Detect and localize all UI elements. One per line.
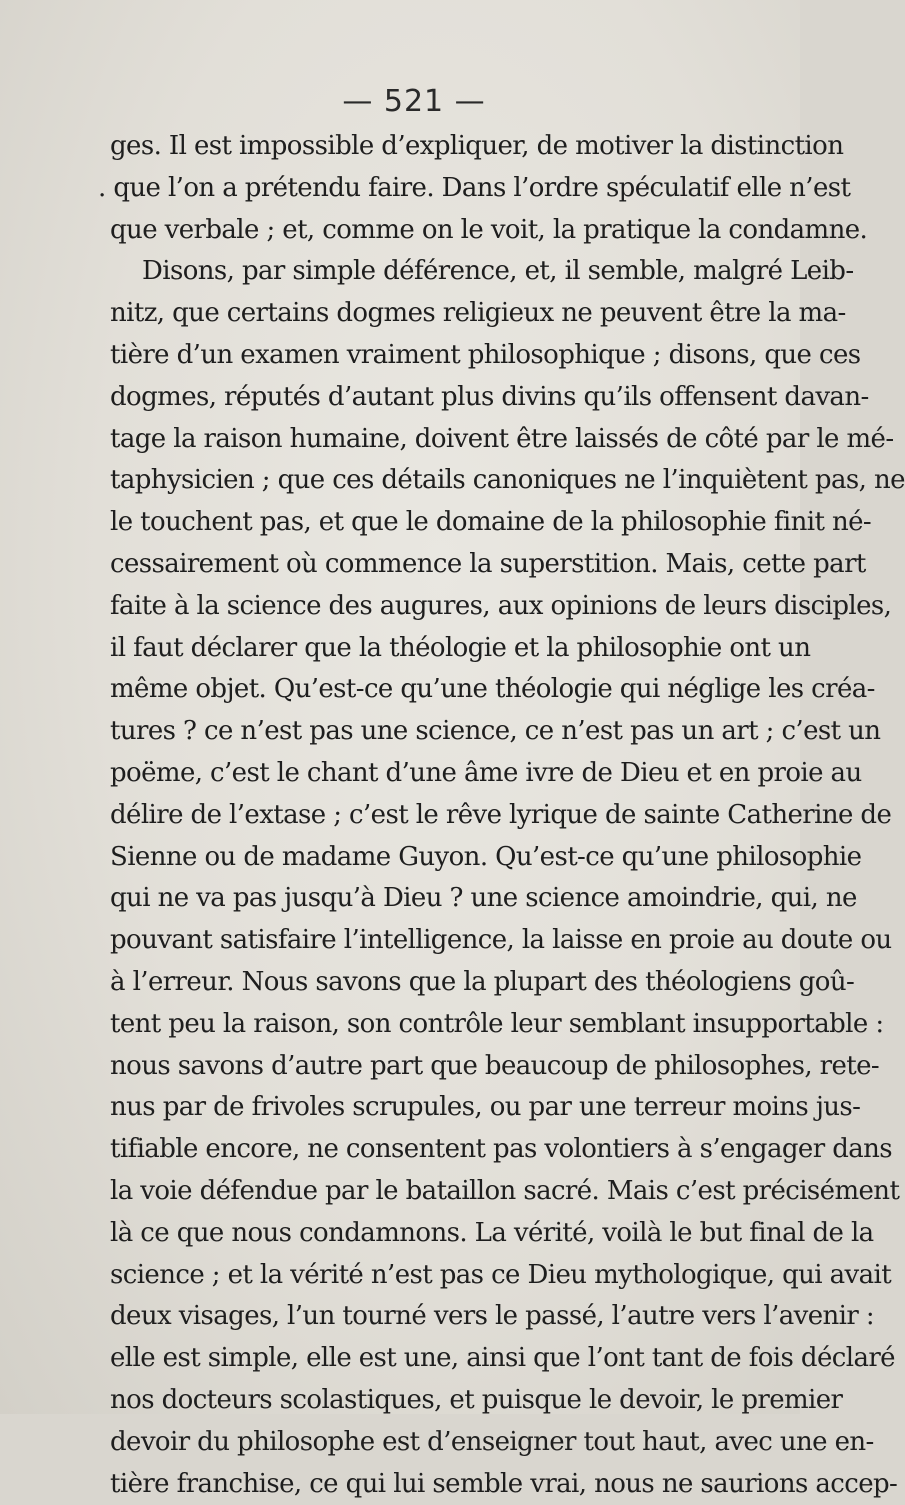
text-line: tent peu la raison, son contrôle leur semblant insupportable : <box>110 1004 760 1046</box>
text-line: pouvant satisfaire l’intelligence, la laisse en proie au doute ou <box>110 920 760 962</box>
text-line: qui ne va pas jusqu’à Dieu ? une science amoindrie, qui, ne <box>110 878 760 920</box>
text-line: deux visages, l’un tourné vers le passé, l’autre vers l’avenir : <box>110 1296 760 1338</box>
text-line: tures ? ce n’est pas une science, ce n’est pas un art ; c’est un <box>110 711 760 753</box>
text-line: tière d’un examen vraiment philosophique ; disons, que ces <box>110 335 760 377</box>
text-line: la voie défendue par le bataillon sacré. Mais c’est précisément <box>110 1171 760 1213</box>
text-line: nitz, que certains dogmes religieux ne peuvent être la ma- <box>110 293 760 335</box>
text-line: cessairement où commence la superstition. Mais, cette part <box>110 544 760 586</box>
text-line: . que l’on a prétendu faire. Dans l’ordre spéculatif elle n’est <box>98 168 760 210</box>
text-line: que verbale ; et, comme on le voit, la pratique la condamne. <box>110 210 760 252</box>
text-line: délire de l’extase ; c’est le rêve lyrique de sainte Catherine de <box>110 795 760 837</box>
text-line: dogmes, réputés d’autant plus divins qu’ils offensent davan- <box>110 377 760 419</box>
text-line: tifiable encore, ne consentent pas volontiers à s’engager dans <box>110 1129 760 1171</box>
text-line: nus par de frivoles scrupules, ou par une terreur moins jus- <box>110 1087 760 1129</box>
text-line: nos docteurs scolastiques, et puisque le devoir, le premier <box>110 1380 760 1422</box>
text-line: même objet. Qu’est-ce qu’une théologie qui néglige les créa- <box>110 669 760 711</box>
text-line: à l’erreur. Nous savons que la plupart des théologiens goû- <box>110 962 760 1004</box>
text-line: devoir du philosophe est d’enseigner tout haut, avec une en- <box>110 1422 760 1464</box>
text-line: tière franchise, ce qui lui semble vrai, nous ne saurions accep- <box>110 1464 760 1505</box>
text-line: le touchent pas, et que le domaine de la philosophie finit né- <box>110 502 760 544</box>
text-line: ges. Il est impossible d’expliquer, de motiver la distinction <box>110 126 760 168</box>
text-line: Sienne ou de madame Guyon. Qu’est-ce qu’une philosophie <box>110 837 760 879</box>
text-line: faite à la science des augures, aux opinions de leurs disciples, <box>110 586 760 628</box>
text-line: tage la raison humaine, doivent être laissés de côté par le mé- <box>110 419 760 461</box>
text-line: poëme, c’est le chant d’une âme ivre de Dieu et en proie au <box>110 753 760 795</box>
text-line: science ; et la vérité n’est pas ce Dieu mythologique, qui avait <box>110 1255 760 1297</box>
text-line: elle est simple, elle est une, ainsi que l’ont tant de fois déclaré <box>110 1338 760 1380</box>
page-number: — 521 — <box>0 84 800 119</box>
text-line: taphysicien ; que ces détails canoniques ne l’inquiètent pas, ne <box>110 460 760 502</box>
text-line: il faut déclarer que la théologie et la philosophie ont un <box>110 628 760 670</box>
text-line: nous savons d’autre part que beaucoup de philosophes, rete- <box>110 1046 760 1088</box>
text-line: Disons, par simple déférence, et, il semble, malgré Leib- <box>110 251 760 293</box>
body-text <box>110 126 760 1505</box>
text-line: là ce que nous condamnons. La vérité, voilà le but final de la <box>110 1213 760 1255</box>
